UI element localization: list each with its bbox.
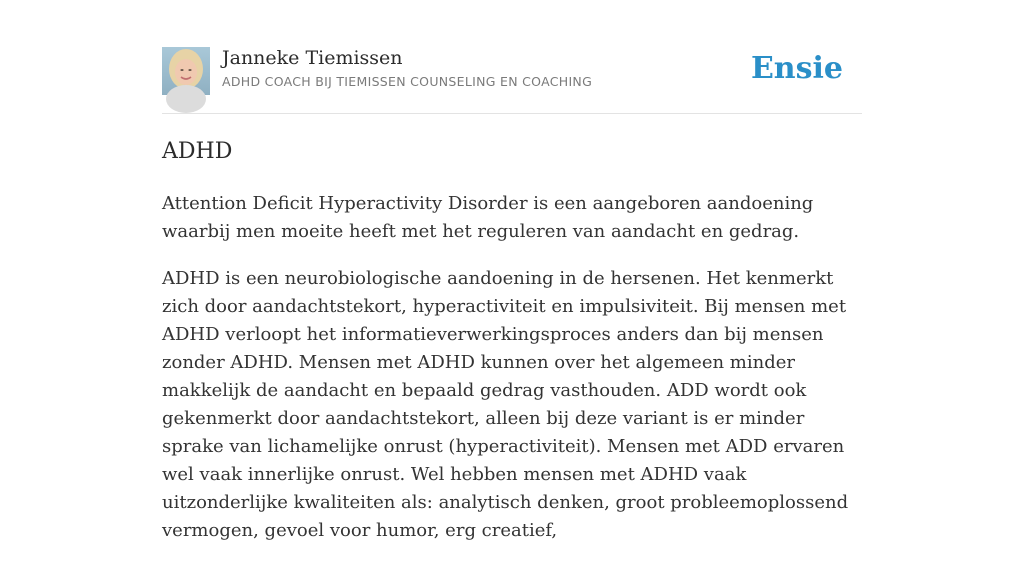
article-paragraph: ADHD is een neurobiologische aandoening in de hersenen. Het kenmerkt zich door aandachtstekort, hyperactiviteit en impulsiviteit. Bij mensen met ADHD verloopt het informatieverwerkingsproces anders dan bij mensen zonder ADHD. Mensen met ADHD kunnen over het algemeen minder makkelijk de aandacht en bepaald gedrag vasthouden. ADD wordt ook gekenmerkt door aandachtstekort, alleen bij deze variant is er minder sprake van lichamelijke onrust (hyperactiviteit). Mensen met ADD ervaren wel vaak innerlijke onrust. Wel hebben mensen met ADHD vaak uitzonderlijke kwaliteiten als: analytisch denken, groot probleemoplossend vermogen, gevoel voor humor, erg creatief, bbox=[162, 268, 849, 541]
header-divider bbox=[162, 113, 862, 114]
avatar[interactable] bbox=[162, 47, 210, 95]
author-role: ADHD COACH BIJ TIEMISSEN COUNSELING EN COACHING bbox=[222, 74, 593, 89]
article-title: ADHD bbox=[162, 139, 233, 164]
article-paragraph: Attention Deficit Hyperactivity Disorder is een aangeboren aandoening waarbij men moeite heeft met het reguleren van aandacht en gedrag. bbox=[162, 193, 814, 242]
author-name[interactable]: Janneke Tiemissen bbox=[222, 47, 403, 69]
article-body bbox=[162, 136, 862, 564]
author-header bbox=[162, 46, 862, 96]
avatar-photo bbox=[162, 47, 210, 95]
ensie-logo[interactable]: Ensie bbox=[750, 51, 843, 86]
